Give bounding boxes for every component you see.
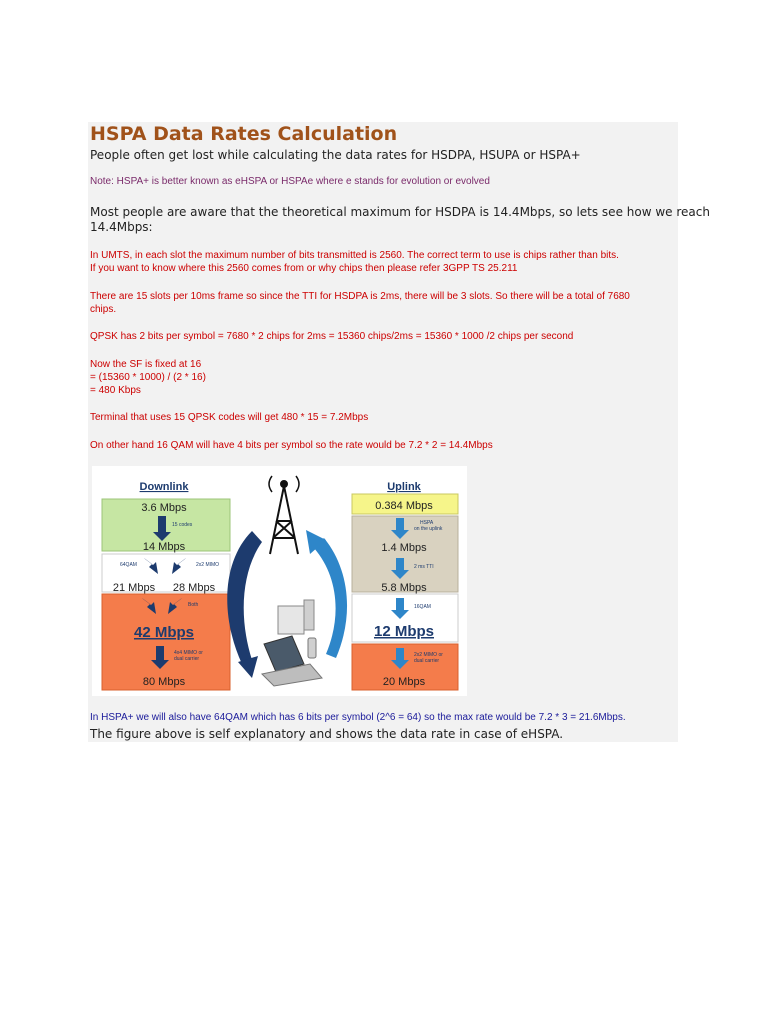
uplink-note-4a: 2x2 MIMO or — [414, 652, 443, 658]
terminal-text: Terminal that uses 15 QPSK codes will get 480 * 15 = 7.2Mbps — [90, 412, 369, 423]
uplink-rate-1: 0.384 Mbps — [375, 500, 433, 512]
umts-line2: If you want to know where this 2560 comes from or why chips then please refer 3GPP TS 25.211 — [90, 263, 518, 274]
hspa-plus-text: In HSPA+ we will also have 64QAM which has 6 bits per symbol (2^6 = 64) so the max rate would be 7.2 * 3 = 21.6Mbps. — [90, 712, 626, 723]
qpsk-text: QPSK has 2 bits per symbol = 7680 * 2 chips for 2ms = 15360 chips/2ms = 15360 * 1000 /2 chips per second — [90, 331, 574, 342]
intro-text: People often get lost while calculating the data rates for HSDPA, HSUPA or HSPA+ — [90, 148, 581, 162]
downlink-note-4a: 4x4 MIMO or — [174, 650, 203, 656]
slots-line1: There are 15 slots per 10ms frame so since the TTI for HSDPA is 2ms, there will be 3 slots. So there will be a total of 7680 — [90, 291, 630, 302]
uplink-note-2: 2 ms TTI — [414, 564, 434, 570]
sf-line3: = 480 Kbps — [90, 385, 141, 396]
uplink-note-1a: HSPA — [420, 520, 434, 526]
qam16-text: On other hand 16 QAM will have 4 bits per symbol so the rate would be 7.2 * 2 = 14.4Mbps — [90, 440, 493, 451]
downlink-note-64qam: 64QAM — [120, 562, 137, 568]
uplink-rate-5: 20 Mbps — [382, 676, 426, 688]
data-rate-figure — [92, 466, 467, 696]
note-text: Note: HSPA+ is better known as eHSPA or HSPAe where e stands for evolution or evolved — [90, 176, 490, 187]
uplink-note-1b: on the uplink — [414, 526, 443, 532]
uplink-rate-2: 1.4 Mbps — [381, 542, 427, 554]
slots-line2: chips. — [90, 304, 117, 315]
uplink-heading: Uplink — [387, 481, 421, 493]
downlink-note-codes: 15 codes — [172, 522, 193, 528]
data-rate-diagram — [92, 466, 467, 696]
para1-line1: Most people are aware that the theoretical maximum for HSDPA is 14.4Mbps, so lets see how we reach — [90, 205, 710, 219]
conclusion-text: The figure above is self explanatory and shows the data rate in case of eHSPA. — [90, 727, 564, 741]
downlink-note-mimo: 2x2 MIMO — [196, 562, 220, 568]
sf-line1: Now the SF is fixed at 16 — [90, 359, 202, 370]
downlink-rate-3b: 28 Mbps — [172, 582, 216, 594]
uplink-rate-4: 12 Mbps — [373, 623, 435, 640]
sf-line2: = (15360 * 1000) / (2 * 16) — [90, 372, 206, 383]
downlink-rate-4: 42 Mbps — [133, 624, 195, 641]
downlink-rate-5: 80 Mbps — [142, 676, 186, 688]
umts-line1: In UMTS, in each slot the maximum number of bits transmitted is 2560. The correct term to use is chips rather than bits. — [90, 250, 619, 261]
downlink-heading: Downlink — [139, 481, 189, 493]
downlink-rate-1: 3.6 Mbps — [141, 502, 187, 514]
page-title: HSPA Data Rates Calculation — [90, 123, 398, 145]
uplink-note-3: 16QAM — [414, 604, 431, 610]
downlink-rate-3a: 21 Mbps — [112, 582, 156, 594]
downlink-rate-2: 14 Mbps — [142, 541, 186, 553]
uplink-rate-3: 5.8 Mbps — [381, 582, 427, 594]
para1-line2: 14.4Mbps: — [90, 220, 153, 234]
phone-icon — [308, 638, 316, 658]
uplink-note-4b: dual carrier — [414, 658, 440, 664]
downlink-note-both: Both — [188, 602, 199, 608]
downlink-note-4b: dual carrier — [174, 656, 200, 662]
